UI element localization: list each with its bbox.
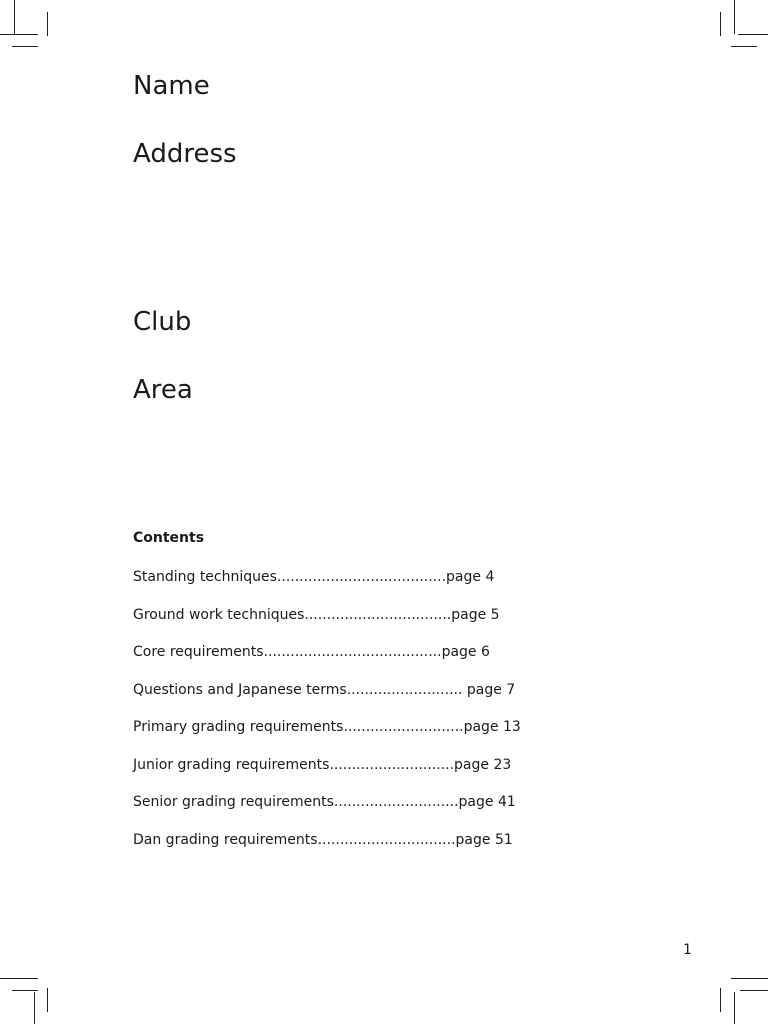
toc-entry-title: Senior grading requirements <box>133 794 334 810</box>
toc-entry-page: page 5 <box>451 607 500 623</box>
toc-entry-page: page 41 <box>458 794 516 810</box>
toc-entry-leader: ............................ <box>329 757 455 773</box>
toc-entry-leader: ........................... <box>343 719 464 735</box>
toc-entry-title: Questions and Japanese terms <box>133 682 347 698</box>
toc-entry-title: Standing techniques <box>133 569 277 585</box>
crop-mark <box>734 0 735 34</box>
crop-mark <box>731 978 768 979</box>
toc-entry-page: page 23 <box>454 757 512 773</box>
crop-mark <box>738 34 768 35</box>
toc-entry-title: Junior grading requirements <box>133 757 330 773</box>
toc-entry-title: Primary grading requirements <box>133 719 344 735</box>
crop-mark <box>47 988 48 1012</box>
toc-entry <box>133 793 516 811</box>
club-label: Club <box>133 307 192 337</box>
toc-entry-leader: ...................................... <box>276 569 447 585</box>
toc-entry-leader: .......................... <box>346 682 467 698</box>
toc-entry-page: page 4 <box>446 569 495 585</box>
crop-mark <box>0 34 38 35</box>
crop-mark <box>734 992 735 1024</box>
toc-entry-title: Dan grading requirements <box>133 832 318 848</box>
toc-entry <box>133 831 513 849</box>
crop-mark <box>12 990 38 991</box>
toc-entry-title: Core requirements <box>133 644 264 660</box>
toc-entry-page: page 13 <box>463 719 521 735</box>
crop-mark <box>12 46 38 47</box>
toc-entry <box>133 756 511 774</box>
crop-mark <box>731 46 757 47</box>
crop-mark <box>0 978 38 979</box>
toc-entry-title: Ground work techniques <box>133 607 305 623</box>
toc-entry <box>133 606 500 624</box>
toc-entry-page: page 7 <box>466 682 516 698</box>
toc-entry <box>133 718 521 736</box>
crop-mark <box>47 12 48 36</box>
name-label: Name <box>133 71 210 101</box>
toc-entry-page: page 51 <box>455 832 513 848</box>
crop-mark <box>720 988 721 1012</box>
crop-mark <box>720 12 721 36</box>
toc-entry-leader: ............................... <box>317 832 456 848</box>
contents-heading: Contents <box>133 530 205 546</box>
toc-entry-leader: ............................ <box>333 794 459 810</box>
crop-mark <box>34 992 35 1024</box>
toc-entry <box>133 643 490 661</box>
toc-entry <box>133 568 494 586</box>
crop-mark <box>14 0 15 34</box>
toc-entry-leader: ........................................ <box>263 644 442 660</box>
toc-entry <box>133 681 515 699</box>
toc-entry-page: page 6 <box>441 644 490 660</box>
address-label: Address <box>133 139 237 169</box>
area-label: Area <box>133 375 193 405</box>
crop-mark <box>740 990 768 991</box>
toc-entry-leader: ................................. <box>304 607 452 623</box>
page-number: 1 <box>683 942 692 958</box>
